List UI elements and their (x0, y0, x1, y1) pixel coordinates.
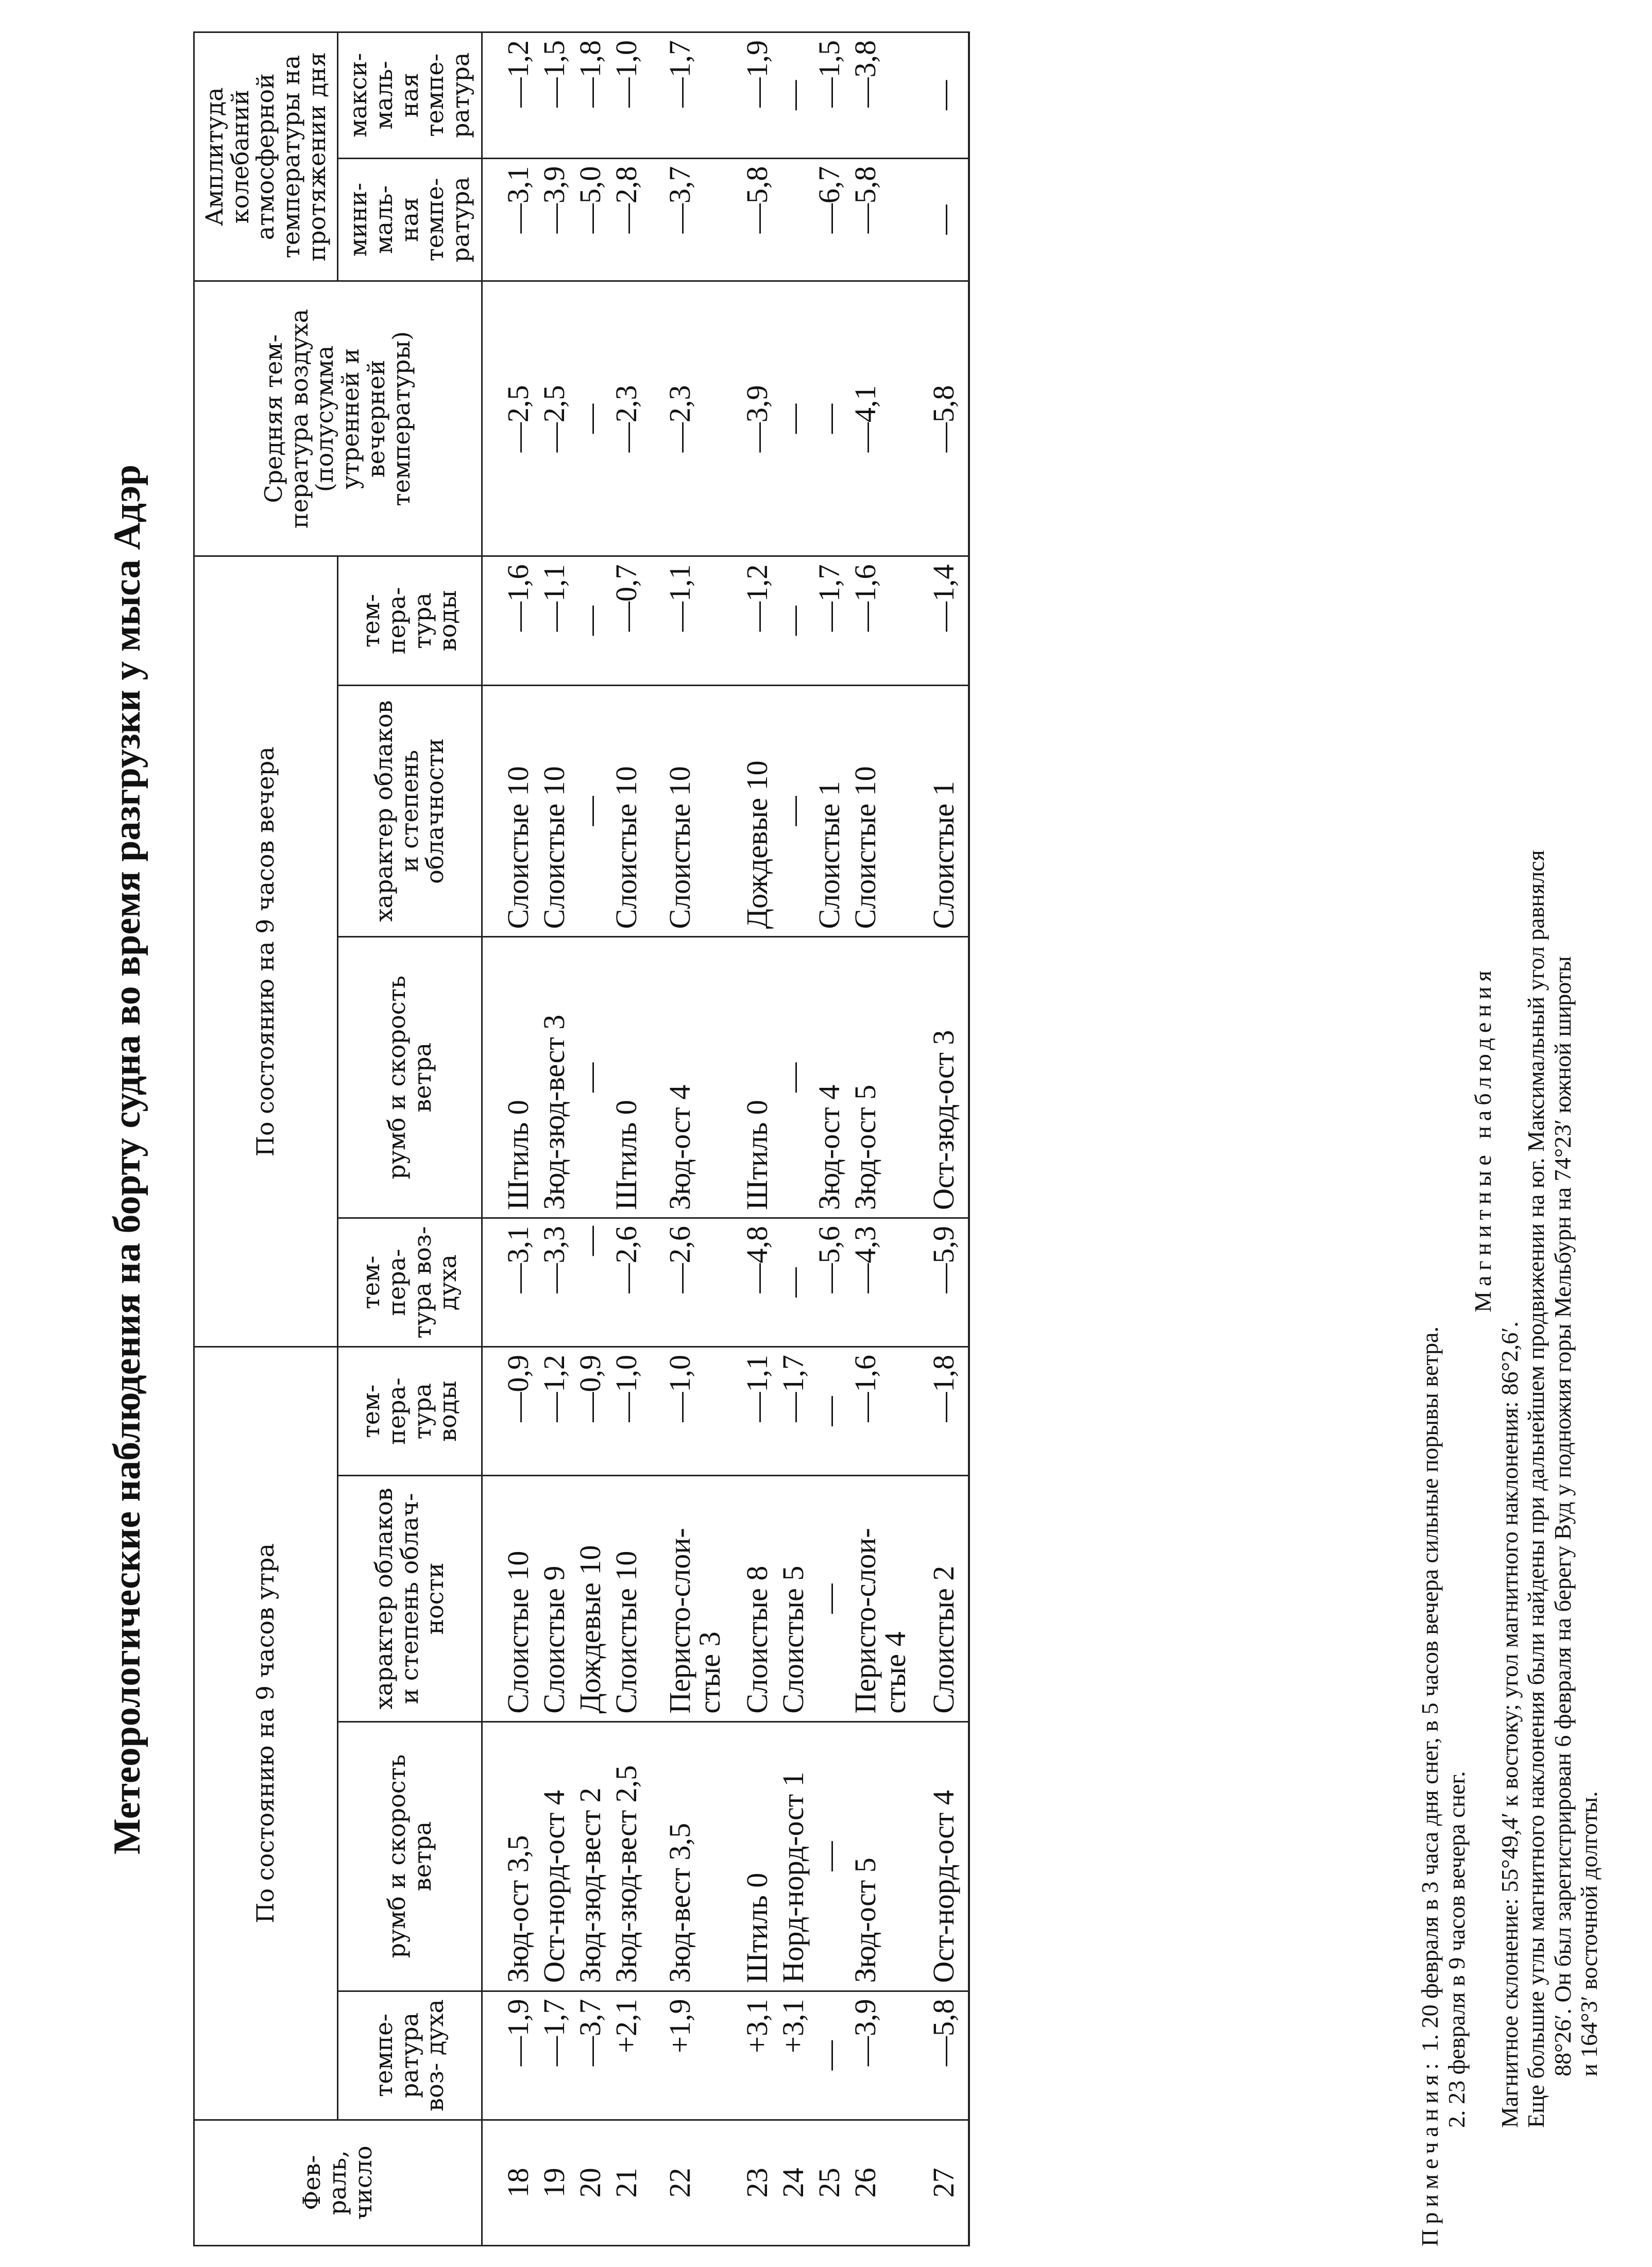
cell-day: 19 (536, 2120, 572, 2245)
cell-evening-water-temp: —1,6 (482, 556, 536, 685)
table-row (482, 32, 536, 2246)
header-morning-air-temp: темпе- ратура воз- духа (338, 1991, 482, 2120)
cell-max-temp: —1,5 (811, 32, 847, 159)
header-morning-group: По состоянию на 9 часов утра (194, 1347, 338, 2120)
header-evening-air-temp: тем- пера- тура воз- духа (338, 1218, 482, 1347)
cell-evening-wind: Ост-зюд-ост 3 (913, 937, 969, 1218)
table-row (913, 32, 969, 2246)
cell-evening-air-temp: —2,6 (608, 1218, 644, 1347)
table-row (728, 32, 775, 2246)
cell-morning-water-temp: —1,0 (608, 1347, 644, 1476)
cell-mean-temp: —5,8 (913, 281, 969, 556)
meteorological-table (193, 31, 970, 2246)
cell-min-temp: —3,1 (482, 158, 536, 281)
cell-evening-wind: Зюд-ост 5 (847, 937, 913, 1218)
cell-min-temp: —6,7 (811, 158, 847, 281)
cell-morning-clouds: Слоистые 9 (536, 1476, 572, 1721)
cell-morning-water-temp: — (811, 1347, 847, 1476)
cell-morning-wind: Норд-норд-ост 1 (775, 1721, 811, 1991)
cell-evening-clouds: — (775, 685, 811, 937)
cell-min-temp (775, 158, 811, 281)
cell-evening-air-temp: —3,1 (482, 1218, 536, 1347)
cell-morning-wind: — (811, 1721, 847, 1991)
magnetic-declination: Магнитное склонение: 55°49,4′ к востоку; угол магнитного наклонения: 86°2,6′. (1496, 1321, 1523, 2128)
header-evening-water-temp: тем- пера- тура воды (338, 556, 482, 685)
cell-morning-wind: Зюд-зюд-вест 2 (572, 1721, 608, 1991)
header-max-temp: макси- маль- ная темпе- ратура (338, 32, 482, 159)
cell-morning-air-temp: —3,9 (847, 1991, 913, 2120)
note-2: 2. 23 февраля в 9 часов вечера снег. (1443, 1771, 1470, 2128)
cell-day: 25 (811, 2120, 847, 2245)
cell-evening-wind: Зюд-ост 4 (644, 937, 728, 1218)
cell-evening-air-temp: —5,9 (913, 1218, 969, 1347)
cell-day: 26 (847, 2120, 913, 2245)
cell-evening-water-temp: —0,7 (608, 556, 644, 685)
cell-mean-temp: — (811, 281, 847, 556)
cell-max-temp: — (913, 32, 969, 159)
cell-max-temp: —1,9 (728, 32, 775, 159)
cell-evening-air-temp: —4,8 (728, 1218, 775, 1347)
cell-evening-clouds: — (572, 685, 608, 937)
magnetic-extra-1: Еще большие углы магнитного наклонения были найдены при дальнейшем продвижении на юг. Максимальный угол равнялся (1523, 850, 1549, 2128)
cell-morning-air-temp: —5,8 (913, 1991, 969, 2120)
cell-morning-wind: Ост-норд-ост 4 (536, 1721, 572, 1991)
cell-evening-wind: Штиль 0 (608, 937, 644, 1218)
cell-evening-water-temp: — (775, 556, 811, 685)
table-row (572, 32, 608, 2246)
cell-day: 20 (572, 2120, 608, 2245)
table-row (811, 32, 847, 2246)
cell-morning-clouds: Дождевые 10 (572, 1476, 608, 1721)
cell-evening-clouds: Слоистые 10 (847, 685, 913, 937)
cell-evening-wind: Зюд-зюд-вест 3 (536, 937, 572, 1218)
cell-morning-water-temp: —1,8 (913, 1347, 969, 1476)
cell-morning-water-temp: —1,2 (536, 1347, 572, 1476)
cell-max-temp: —1,8 (572, 32, 608, 159)
cell-mean-temp: — (775, 281, 811, 556)
header-mean-temp: Средняя тем- пература воздуха (полусумма утренней и вечерней температуры) (194, 281, 482, 556)
cell-morning-wind: Зюд-вест 3,5 (644, 1721, 728, 1991)
note-1-line (1417, 31, 1443, 2246)
cell-evening-air-temp: —3,3 (536, 1218, 572, 1347)
cell-evening-water-temp: —1,6 (847, 556, 913, 685)
cell-evening-clouds: Дождевые 10 (728, 685, 775, 937)
cell-evening-water-temp: —1,7 (811, 556, 847, 685)
header-morning-water-temp: тем- пера- тура воды (338, 1347, 482, 1476)
cell-evening-clouds: Слоистые 10 (608, 685, 644, 937)
header-morning-clouds: характер облаков и степень облач- ности (338, 1476, 482, 1721)
cell-morning-clouds: Слоистые 10 (608, 1476, 644, 1721)
cell-mean-temp: —3,9 (728, 281, 775, 556)
cell-morning-wind: Ост-норд-ост 4 (913, 1721, 969, 1991)
header-amplitude: Амплитуда колебаний атмосферной температуры на протяжении дня (194, 32, 338, 281)
cell-evening-water-temp: —1,1 (644, 556, 728, 685)
cell-evening-clouds: Слоистые 10 (644, 685, 728, 937)
cell-morning-wind: Зюд-ост 3,5 (482, 1721, 536, 1991)
table-row (536, 32, 572, 2246)
cell-morning-water-temp: —1,7 (775, 1347, 811, 1476)
cell-mean-temp: —2,5 (536, 281, 572, 556)
cell-morning-wind: Штиль 0 (728, 1721, 775, 1991)
cell-morning-air-temp: —3,7 (572, 1991, 608, 2120)
cell-mean-temp: — (572, 281, 608, 556)
cell-morning-air-temp: +3,1 (775, 1991, 811, 2120)
cell-morning-water-temp: —1,6 (847, 1347, 913, 1476)
cell-evening-water-temp: —1,2 (728, 556, 775, 685)
table-body (482, 32, 969, 2246)
notes-block (1417, 31, 1603, 2246)
cell-evening-water-temp: —1,4 (913, 556, 969, 685)
cell-evening-air-temp: —4,3 (847, 1218, 913, 1347)
cell-evening-wind: Штиль 0 (482, 937, 536, 1218)
cell-max-temp: — (775, 32, 811, 159)
cell-evening-clouds: Слоистые 1 (913, 685, 969, 937)
cell-day: 24 (775, 2120, 811, 2245)
cell-evening-clouds: Слоистые 10 (536, 685, 572, 937)
cell-day: 27 (913, 2120, 969, 2245)
table-row (775, 32, 811, 2246)
cell-morning-clouds: Перисто-слои- стые 4 (847, 1476, 913, 1721)
cell-morning-clouds: Слоистые 10 (482, 1476, 536, 1721)
page-title: Метеорологические наблюдения на борту судна во время разгрузки у мыса Адэр (106, 464, 148, 1855)
notes-label: Примечания: (1417, 2058, 1443, 2246)
magnetic-extra-2: 88°26′. Он был зарегистрирован 6 февраля на берегу Вуд у подножия горы Мельбурн на 74°23′ южной широты (1549, 956, 1576, 2076)
cell-morning-air-temp: +2,1 (608, 1991, 644, 2120)
note-1: 1. 20 февраля в 3 часа дня снег, в 5 часов вечера сильные порывы ветра. (1417, 1326, 1443, 2052)
cell-morning-clouds: Слоистые 8 (728, 1476, 775, 1721)
cell-min-temp: —3,9 (536, 158, 572, 281)
magnetic-heading: Магнитные наблюдения (1470, 965, 1496, 1313)
cell-morning-water-temp: —1,0 (644, 1347, 728, 1476)
cell-morning-air-temp: +1,9 (644, 1991, 728, 2120)
cell-evening-clouds: Слоистые 1 (811, 685, 847, 937)
cell-min-temp: — (913, 158, 969, 281)
cell-day: 18 (482, 2120, 536, 2245)
cell-morning-clouds: Перисто-слои- стые 3 (644, 1476, 728, 1721)
cell-morning-clouds: — (811, 1476, 847, 1721)
cell-max-temp: —1,7 (644, 32, 728, 159)
cell-mean-temp: —2,5 (482, 281, 536, 556)
cell-morning-water-temp: —1,1 (728, 1347, 775, 1476)
cell-morning-wind: Зюд-ост 5 (847, 1721, 913, 1991)
cell-morning-clouds: Слоистые 2 (913, 1476, 969, 1721)
table-row (644, 32, 728, 2246)
cell-evening-air-temp: — (572, 1218, 608, 1347)
cell-min-temp: —5,8 (847, 158, 913, 281)
header-morning-wind: румб и скорость ветра (338, 1721, 482, 1991)
cell-day: 23 (728, 2120, 775, 2245)
header-evening-group: По состоянию на 9 часов вечера (194, 556, 338, 1347)
cell-morning-air-temp: — (811, 1991, 847, 2120)
table-row (847, 32, 913, 2246)
cell-day: 22 (644, 2120, 728, 2245)
cell-evening-water-temp: —1,1 (536, 556, 572, 685)
header-min-temp: мини- маль- ная темпе- ратура (338, 158, 482, 281)
cell-max-temp: —1,5 (536, 32, 572, 159)
cell-morning-water-temp: —0,9 (482, 1347, 536, 1476)
cell-day: 21 (608, 2120, 644, 2245)
magnetic-extra-3: и 164°3′ восточной долготы. (1576, 1791, 1603, 2076)
cell-max-temp: —1,2 (482, 32, 536, 159)
header-evening-clouds: характер облаков и степень облачности (338, 685, 482, 937)
cell-evening-wind: Зюд-ост 4 (811, 937, 847, 1218)
cell-evening-wind: Штиль 0 (728, 937, 775, 1218)
cell-mean-temp: —4,1 (847, 281, 913, 556)
cell-evening-air-temp: —2,6 (644, 1218, 728, 1347)
cell-mean-temp: —2,3 (608, 281, 644, 556)
cell-morning-water-temp: —0,9 (572, 1347, 608, 1476)
cell-evening-air-temp: — (775, 1218, 811, 1347)
cell-morning-air-temp: —1,9 (482, 1991, 536, 2120)
header-evening-wind: румб и скорость ветра (338, 937, 482, 1218)
cell-morning-clouds: Слоистые 5 (775, 1476, 811, 1721)
cell-morning-air-temp: +3,1 (728, 1991, 775, 2120)
cell-min-temp: —3,7 (644, 158, 728, 281)
cell-evening-clouds: Слоистые 10 (482, 685, 536, 937)
cell-mean-temp: —2,3 (644, 281, 728, 556)
cell-max-temp: —3,8 (847, 32, 913, 159)
cell-evening-water-temp: — (572, 556, 608, 685)
cell-evening-air-temp: —5,6 (811, 1218, 847, 1347)
cell-min-temp: —2,8 (608, 158, 644, 281)
header-date: Фев- раль, число (194, 2120, 482, 2245)
table-row (608, 32, 644, 2246)
cell-evening-wind: — (572, 937, 608, 1218)
cell-min-temp: —5,0 (572, 158, 608, 281)
cell-min-temp: —5,8 (728, 158, 775, 281)
cell-evening-wind: — (775, 937, 811, 1218)
cell-morning-wind: Зюд-зюд-вест 2,5 (608, 1721, 644, 1991)
cell-max-temp: —1,0 (608, 32, 644, 159)
cell-morning-air-temp: —1,7 (536, 1991, 572, 2120)
